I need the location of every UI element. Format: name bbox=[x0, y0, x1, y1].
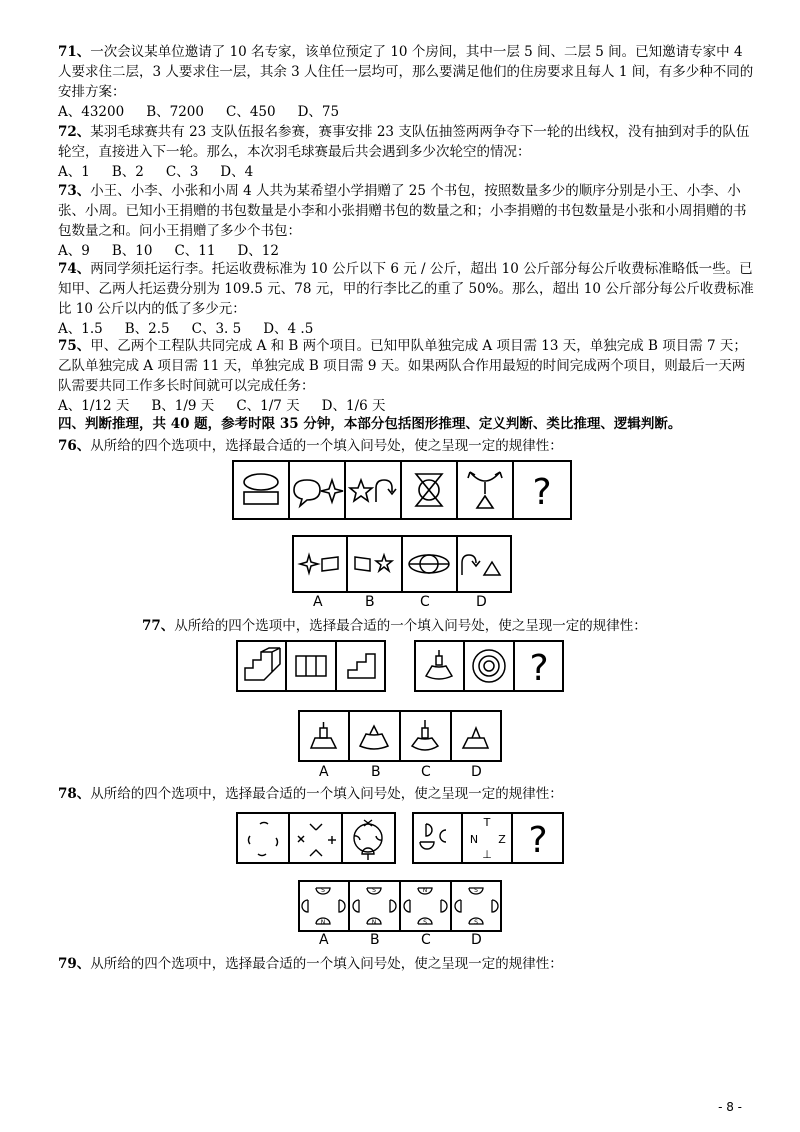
option-c: C、1/7 天 bbox=[236, 398, 300, 414]
option-d: D、4 bbox=[220, 164, 254, 180]
option-a: A、43200 bbox=[58, 104, 125, 120]
option-c: C、3. 5 bbox=[191, 321, 242, 337]
question-text: 两同学须托运行李。托运收费标准为 10 公斤以下 6 元 / 公斤，超出 10 公斤部分每公斤收费标准略低一些。已知甲、乙两人托运费分别为 109.5 元、78 元，甲的行李比乙的重了 50%。那么，超出 10 公斤部分每公斤收费标准比 10 公斤以内的低了多少元： bbox=[58, 261, 754, 317]
page-number: - 8 - bbox=[718, 1100, 742, 1114]
letter-s: S bbox=[321, 887, 325, 894]
question-number: 73、 bbox=[58, 183, 91, 199]
option-b: B、2 bbox=[111, 164, 144, 180]
question-72 bbox=[58, 122, 758, 182]
question-text: 从所给的四个选项中，选择最合适的一个填入问号处，使之呈现一定的规律性： bbox=[90, 438, 563, 454]
question-text: 一次会议某单位邀请了 10 名专家，该单位预定了 10 个房间，其中一层 5 间、二层 5 间。已知邀请专家中 4 人要求住二层，3 人要求住一层，其余 3 人住任一层均可，那么要满足他们的住房要求且每人 1 间，有多少种不同的安排方案： bbox=[58, 44, 754, 100]
option-b: B、7200 bbox=[146, 104, 204, 120]
bubble-star-shape bbox=[294, 480, 343, 506]
question-mark: ? bbox=[528, 820, 548, 861]
letter-n: N bbox=[371, 919, 377, 926]
hourglass-circle-shape bbox=[416, 474, 442, 506]
letter-s: S bbox=[474, 887, 478, 894]
option-c-label: C bbox=[421, 932, 431, 948]
q77-group-2-figure bbox=[414, 640, 564, 692]
question-number: 71、 bbox=[58, 44, 91, 60]
q76-options-figure bbox=[292, 535, 512, 593]
q78-group-2-figure bbox=[412, 812, 564, 864]
option-b: B、1/9 天 bbox=[151, 398, 215, 414]
q78-group-1-figure bbox=[236, 812, 396, 864]
question-77 bbox=[142, 616, 742, 636]
option-d-label: D bbox=[471, 764, 482, 780]
question-mark: ? bbox=[532, 472, 552, 513]
option-a-label: A bbox=[319, 932, 329, 948]
letter-t: T bbox=[483, 816, 491, 829]
option-d-label: D bbox=[471, 932, 482, 948]
option-c-label: C bbox=[420, 594, 430, 610]
letter-z: Z bbox=[498, 833, 506, 846]
question-text: 从所给的四个选项中，选择最合适的一个填入问号处，使之呈现一定的规律性： bbox=[90, 786, 563, 802]
question-number: 78、 bbox=[58, 786, 91, 802]
option-d-label: D bbox=[476, 594, 487, 610]
question-text: 从所给的四个选项中，选择最合适的一个填入问号处，使之呈现一定的规律性： bbox=[174, 618, 647, 634]
question-number: 75、 bbox=[58, 338, 91, 354]
question-text: 小王、小李、小张和小周 4 人共为某希望小学捐赠了 25 个书包，按照数量多少的顺序分别是小王、小李、小张、小周。已知小王捐赠的书包数量是小李和小张捐赠书包的数量之和；小李捐赠的书包数量是小张和小周捐赠的书包数量之和。问小王捐赠了多少个书包： bbox=[58, 183, 747, 239]
ellipse-rect-shape bbox=[244, 474, 278, 504]
question-74 bbox=[58, 259, 758, 339]
option-b-label: B bbox=[365, 594, 375, 610]
option-a: A、1.5 bbox=[58, 321, 103, 337]
option-c: C、450 bbox=[225, 104, 276, 120]
question-text: 甲、乙两个工程队共同完成 A 和 B 两个项目。已知甲队单独完成 A 项目需 13 天，单独完成 B 项目需 7 天；乙队单独完成 A 项目需 11 天，单独完成 B 项目需 9 天。如果两队合作用最短的时间完成两个项目，则最后一天两队需要共同工作多长时间就可以完成任务： bbox=[58, 338, 747, 394]
option-a: A、1/12 天 bbox=[58, 398, 130, 414]
question-number: 79、 bbox=[58, 956, 91, 972]
option-b-label: B bbox=[371, 764, 381, 780]
letter-s: S bbox=[372, 887, 376, 894]
options-row bbox=[58, 102, 758, 122]
option-a: A、9 bbox=[58, 243, 90, 259]
question-76 bbox=[58, 436, 758, 456]
option-c-label: C bbox=[421, 764, 431, 780]
letter-n: N bbox=[422, 887, 428, 894]
question-73 bbox=[58, 181, 758, 261]
option-b: B、10 bbox=[111, 243, 153, 259]
option-a-label: A bbox=[313, 594, 323, 610]
options-row bbox=[58, 162, 758, 182]
option-d: D、75 bbox=[297, 104, 340, 120]
option-d: D、4 .5 bbox=[263, 321, 314, 337]
question-75 bbox=[58, 336, 758, 416]
option-c: C、3 bbox=[165, 164, 199, 180]
q78-options-figure bbox=[298, 880, 502, 932]
options-row bbox=[58, 241, 758, 261]
option-d: D、12 bbox=[237, 243, 279, 259]
option-a-label: A bbox=[319, 764, 329, 780]
option-b-label: B bbox=[370, 932, 380, 948]
q77-group-1-figure bbox=[236, 640, 386, 692]
question-79 bbox=[58, 954, 758, 974]
option-b: B、2.5 bbox=[124, 321, 170, 337]
question-number: 76、 bbox=[58, 438, 91, 454]
question-text: 从所给的四个选项中，选择最合适的一个填入问号处，使之呈现一定的规律性： bbox=[90, 956, 563, 972]
arrow-triangle-shape bbox=[468, 472, 502, 508]
option-d: D、1/6 天 bbox=[321, 398, 386, 414]
letter-n: N bbox=[320, 919, 326, 926]
letter-n: N bbox=[469, 833, 479, 846]
star-hook-shape bbox=[350, 480, 396, 502]
letter-s: S bbox=[474, 919, 478, 926]
question-number: 77、 bbox=[142, 618, 175, 634]
letter-bottom-t: ⊥ bbox=[482, 848, 492, 861]
q76-question-figure bbox=[232, 460, 572, 520]
options-row bbox=[58, 396, 758, 416]
question-number: 72、 bbox=[58, 124, 91, 140]
question-78 bbox=[58, 784, 758, 804]
q77-options-figure bbox=[298, 710, 502, 762]
question-71 bbox=[58, 42, 758, 122]
section-heading: 四、判断推理，共 40 题，参考时限 35 分钟，本部分包括图形推理、定义判断、类比推理、逻辑判断。 bbox=[58, 416, 682, 432]
question-mark: ? bbox=[529, 648, 549, 689]
letter-s: S bbox=[423, 919, 427, 926]
question-number: 74、 bbox=[58, 261, 91, 277]
option-c: C、11 bbox=[174, 243, 216, 259]
option-a: A、1 bbox=[58, 164, 90, 180]
question-text: 某羽毛球赛共有 23 支队伍报名参赛，赛事安排 23 支队伍抽签两两争夺下一轮的出线权，没有抽到对手的队伍轮空，直接进入下一轮。那么，本次羽毛球赛最后共会遇到多少次轮空的情况： bbox=[58, 124, 750, 160]
